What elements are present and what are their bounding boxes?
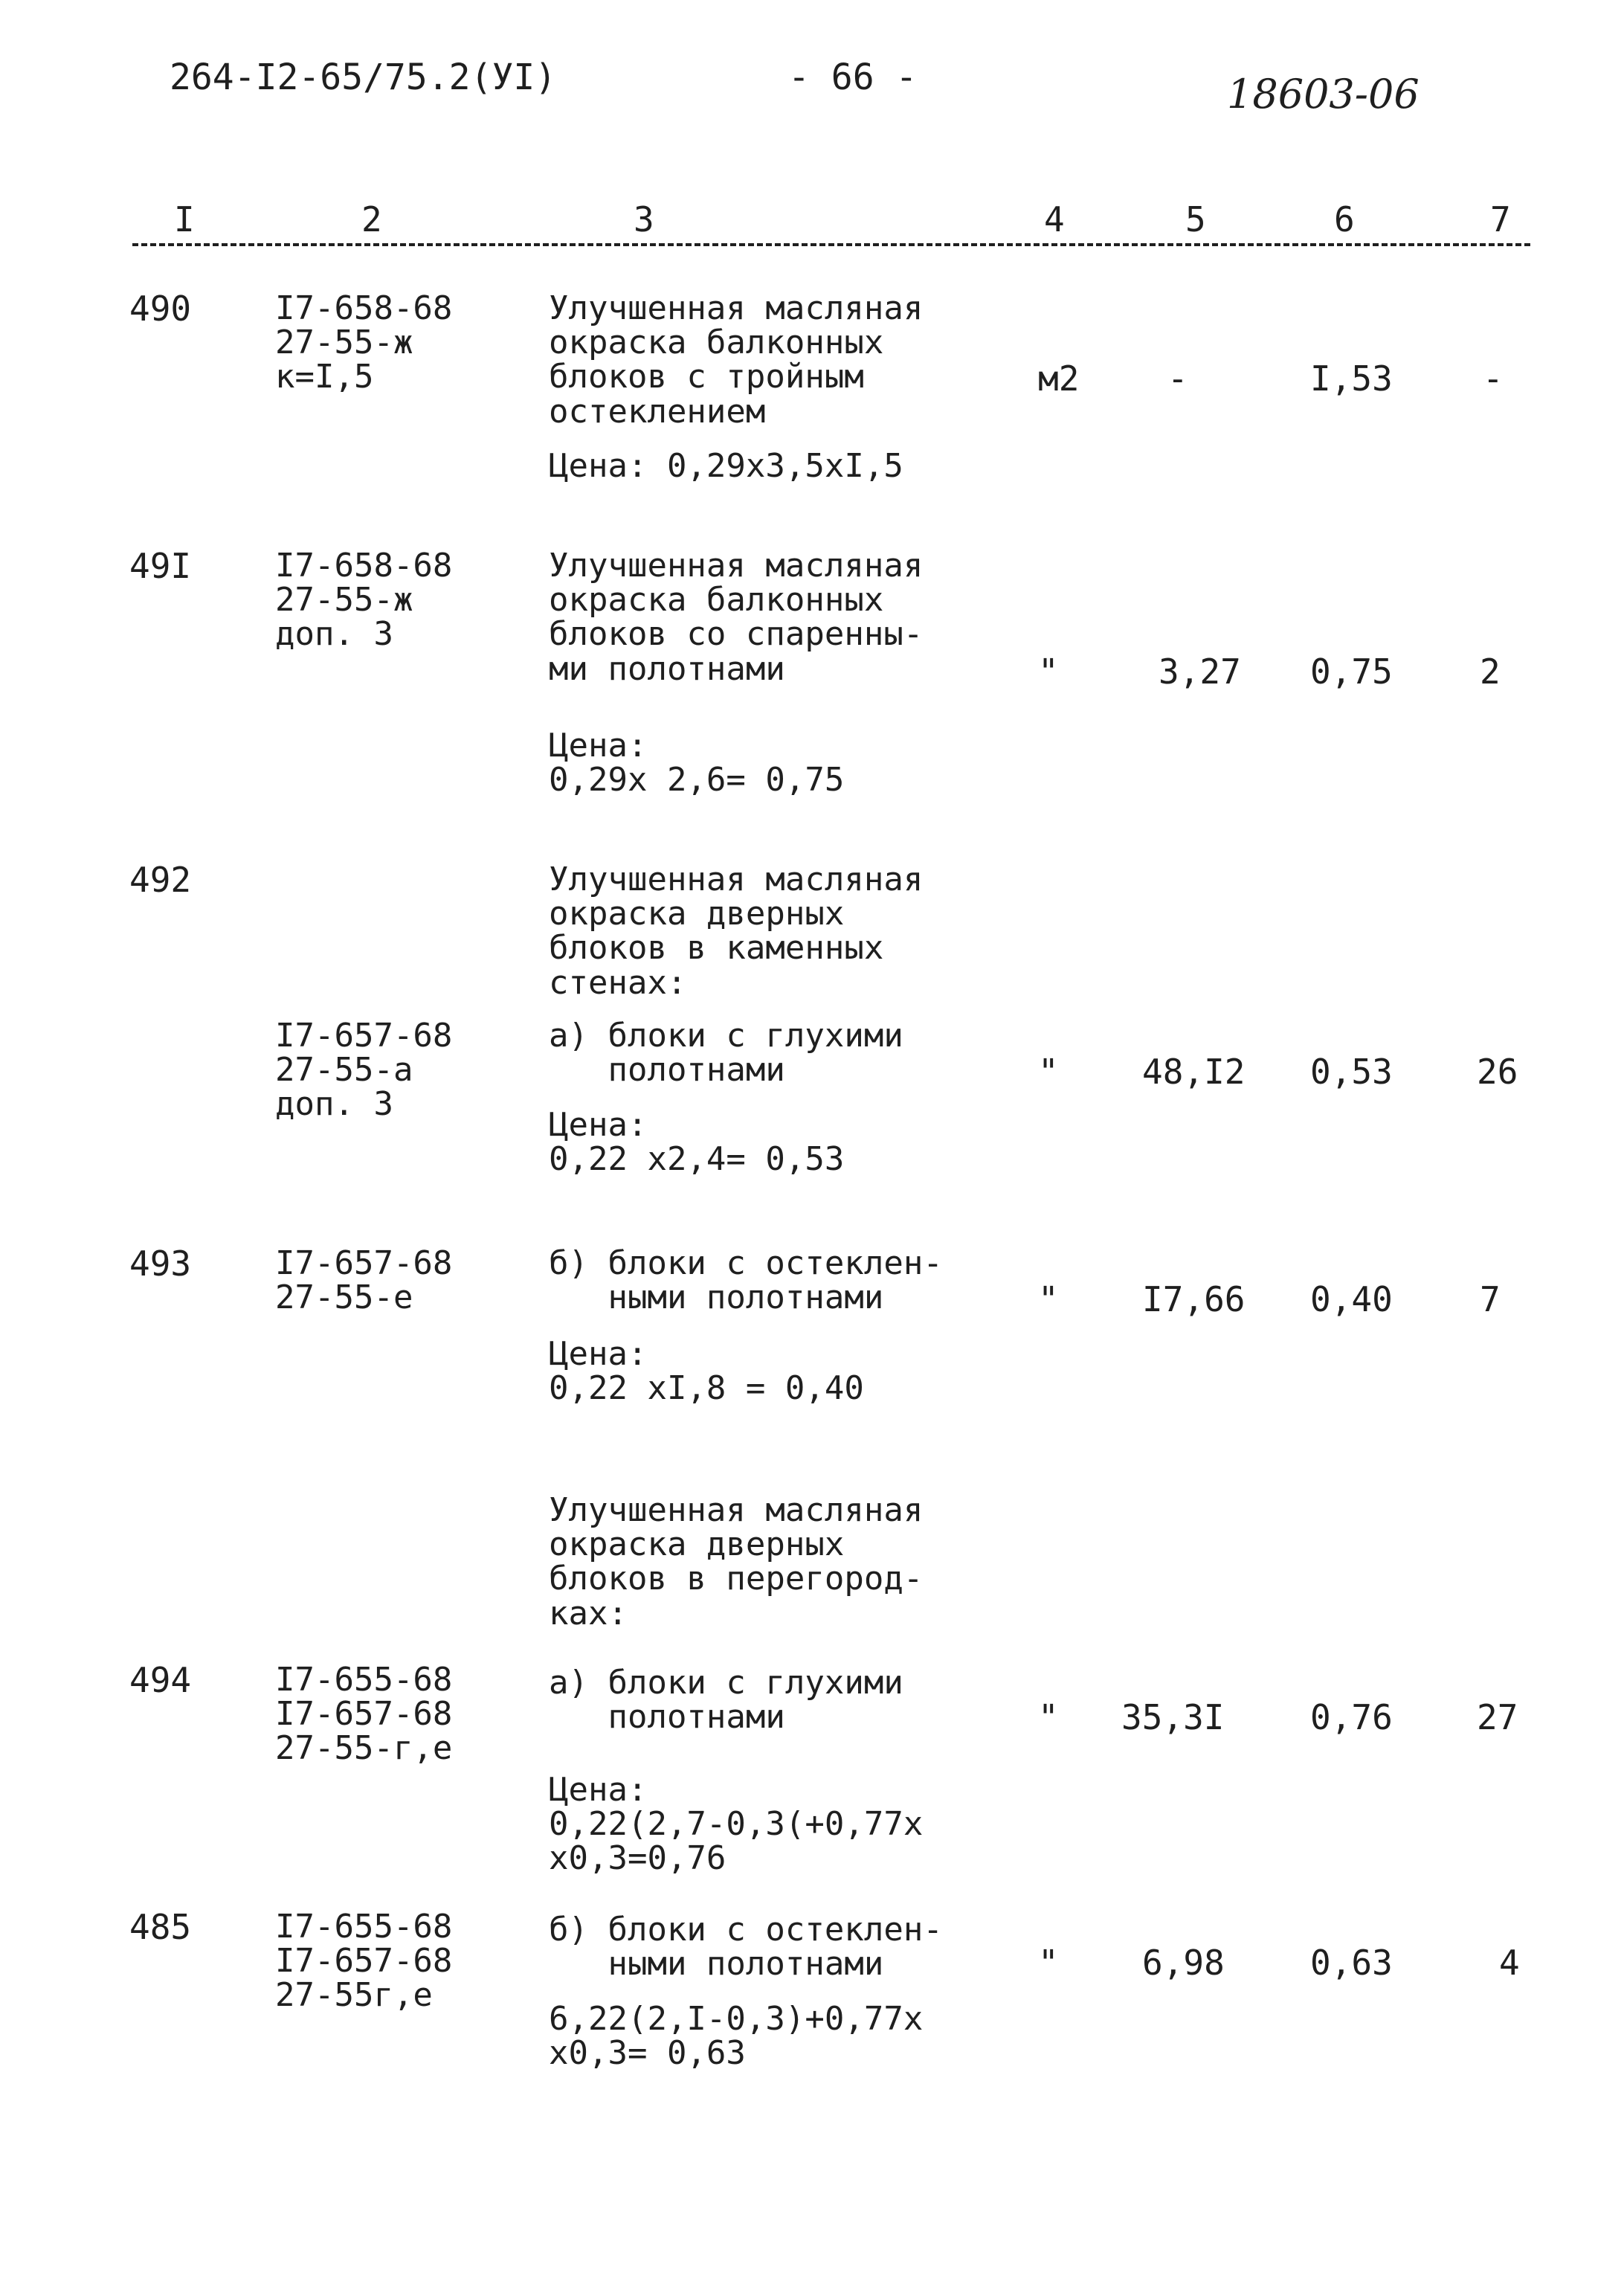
page-number: - 66 -	[788, 57, 918, 98]
work-description: а) блоки с глухими полотнами	[549, 1664, 903, 1737]
unit: м2	[1038, 358, 1080, 399]
column-header-1: I	[174, 199, 195, 239]
unit: "	[1038, 1052, 1059, 1092]
work-description: Улучшенная масляная окраска балконных блоков со спаренны- ми полотнами	[549, 547, 924, 688]
price-calculation: Цена: 0,22(2,7-0,3(+0,77х х0,3=0,76	[549, 1771, 924, 1878]
unit-price: 0,63	[1310, 1943, 1393, 1983]
unit: "	[1038, 1943, 1059, 1983]
work-description: а) блоки с глухими полотнами	[549, 1017, 903, 1090]
norm-code: I7-655-68 I7-657-68 27-55г,е	[275, 1908, 453, 2015]
handwritten-document-id: 18603-06	[1227, 71, 1420, 118]
quantity: 48,I2	[1142, 1052, 1246, 1092]
price-calculation: Цена: 0,22 х2,4= 0,53	[549, 1106, 845, 1179]
work-description: б) блоки с остеклен- ными полотнами	[549, 1244, 943, 1317]
norm-code: I7-655-68 I7-657-68 27-55-г,е	[275, 1661, 453, 1768]
price-calculation: Цена: 0,29х3,5хI,5	[549, 447, 903, 485]
row-number: 485	[129, 1907, 192, 1947]
column-header-2: 2	[361, 199, 382, 239]
section-heading: Улучшенная масляная окраска дверных блоков в каменных стенах:	[549, 860, 924, 1002]
quantity: -	[1167, 358, 1188, 399]
column-header-7: 7	[1490, 199, 1511, 239]
header-dashed-rule	[132, 243, 1530, 246]
unit-price: 0,75	[1310, 652, 1393, 692]
quantity: 6,98	[1142, 1943, 1225, 1983]
row-number: 492	[129, 860, 192, 900]
price-calculation: 6,22(2,I-0,3)+0,77х х0,3= 0,63	[549, 2000, 924, 2073]
column-header-6: 6	[1334, 199, 1355, 239]
unit-price: 0,76	[1310, 1697, 1393, 1737]
row-number: 490	[129, 289, 192, 329]
quantity: 35,3I	[1121, 1697, 1225, 1737]
unit: "	[1038, 1279, 1059, 1319]
unit: "	[1038, 652, 1059, 692]
norm-code: I7-658-68 27-55-ж к=I,5	[275, 289, 453, 396]
document-code: 264-I2-65/75.2(УI)	[170, 57, 557, 98]
column-header-3: 3	[634, 199, 654, 239]
total: -	[1483, 358, 1504, 399]
row-number: 493	[129, 1244, 192, 1284]
row-number: 494	[129, 1660, 192, 1700]
unit: "	[1038, 1697, 1059, 1737]
total: 7	[1480, 1279, 1501, 1319]
work-description: б) блоки с остеклен- ными полотнами	[549, 1911, 943, 1984]
unit-price: I,53	[1310, 358, 1393, 399]
quantity: 3,27	[1159, 652, 1241, 692]
total: 2	[1480, 652, 1501, 692]
unit-price: 0,40	[1310, 1279, 1393, 1319]
norm-code: I7-657-68 27-55-а доп. 3	[275, 1017, 453, 1124]
work-description: Улучшенная масляная окраска балконных блоков с тройным остеклением	[549, 289, 924, 431]
row-number: 49I	[129, 546, 192, 586]
unit-price: 0,53	[1310, 1052, 1393, 1092]
norm-code: I7-658-68 27-55-ж доп. 3	[275, 547, 453, 654]
total: 4	[1499, 1943, 1520, 1983]
column-header-4: 4	[1044, 199, 1065, 239]
total: 26	[1477, 1052, 1518, 1092]
price-calculation: Цена: 0,29х 2,6= 0,75	[549, 727, 845, 800]
quantity: I7,66	[1142, 1279, 1246, 1319]
section-heading: Улучшенная масляная окраска дверных блоков в перегород- ках:	[549, 1491, 924, 1632]
price-calculation: Цена: 0,22 хI,8 = 0,40	[549, 1335, 864, 1408]
total: 27	[1477, 1697, 1518, 1737]
norm-code: I7-657-68 27-55-е	[275, 1244, 453, 1317]
column-header-5: 5	[1185, 199, 1206, 239]
